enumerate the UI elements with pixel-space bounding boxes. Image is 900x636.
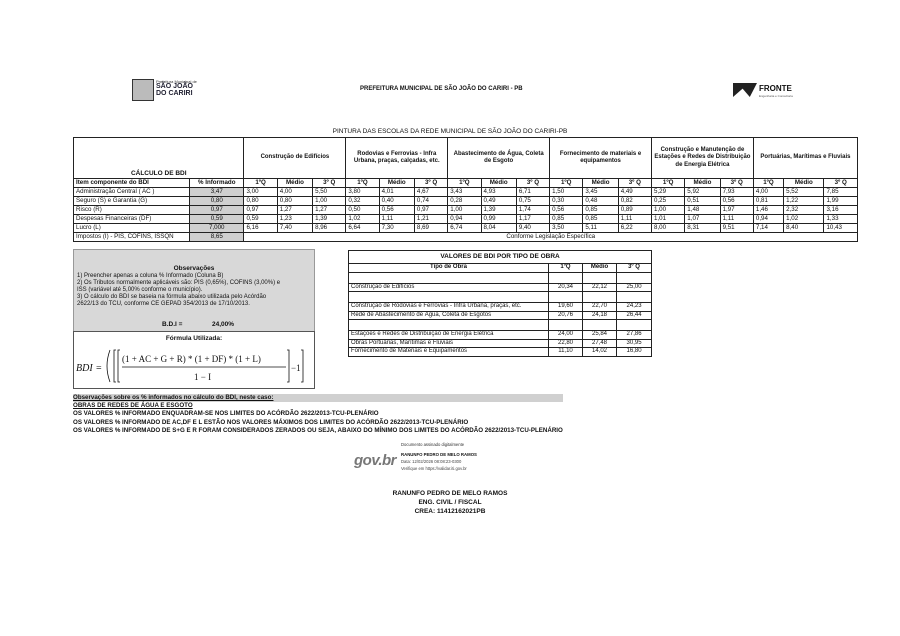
values-type: Estações e Redes de Distribuição de Energia Elétrica xyxy=(349,331,549,340)
bdi-item: Despesas Financeiras (DF) xyxy=(74,215,190,224)
bdi-value-cell: 0,81 xyxy=(753,197,783,206)
tax-item: Impostos (I) - PIS, COFINS, ISSQN xyxy=(74,233,190,242)
col-med: Médio xyxy=(481,179,516,188)
group-header: Construção de Edifícios xyxy=(244,138,346,179)
formula-panel xyxy=(73,331,315,389)
values-type: Fornecimento de Materiais e Equipamentos xyxy=(349,348,549,357)
bdi-value-cell: 10,43 xyxy=(824,224,858,233)
col-q3: 3º Q xyxy=(618,179,651,188)
bdi-table xyxy=(73,137,858,242)
col-med: Médio xyxy=(379,179,414,188)
bdi-value-cell: 8,31 xyxy=(685,224,720,233)
bdi-formula xyxy=(76,346,312,386)
bdi-value-cell: 0,97 xyxy=(414,206,447,215)
group-header: Rodovias e Ferrovias - Infra Urbana, praças, calçadas, etc. xyxy=(346,138,448,179)
values-row xyxy=(349,283,652,292)
bdi-value-cell: 1,07 xyxy=(685,215,720,224)
values-cell: 22,80 xyxy=(549,339,583,348)
values-table-wrap xyxy=(348,250,651,357)
bdi-value-cell: 1,21 xyxy=(414,215,447,224)
bdi-row xyxy=(74,215,858,224)
responsible-role: ENG. CIVIL / FISCAL xyxy=(418,499,482,506)
values-cell: 20,34 xyxy=(549,283,583,292)
svg-text:−1: −1 xyxy=(291,363,301,373)
values-cell: 27,48 xyxy=(583,339,617,348)
observation-line: 2) Os Tributos normalmente aplicáveis são: PIS (0,65%), COFINS (3,00%) e xyxy=(77,280,281,286)
bdi-pct: 3,47 xyxy=(190,188,244,197)
values-row xyxy=(349,339,652,348)
bdi-value-cell: 8,00 xyxy=(652,224,685,233)
bdi-item: Seguro (S) e Garantia (G) xyxy=(74,197,190,206)
bdi-pct: 0,80 xyxy=(190,197,244,206)
observations-title: Observações xyxy=(173,265,215,272)
responsible-crea: CREA: 11412162021PB xyxy=(414,508,486,515)
values-cell: 30,95 xyxy=(617,339,652,348)
bdi-value-cell: 3,00 xyxy=(244,188,277,197)
col-q3: 3º Q xyxy=(516,179,549,188)
observation-line: ISS (variável até 5,00% conforme o município). xyxy=(77,287,203,293)
bdi-value-cell: 6,16 xyxy=(244,224,277,233)
observations-panel xyxy=(73,249,315,335)
bdi-value-cell: 3,16 xyxy=(824,206,858,215)
values-col-q3: 3º Q xyxy=(617,264,652,273)
values-col-med: Médio xyxy=(583,264,617,273)
signature-doc-label: Documento assinado digitalmente xyxy=(401,442,465,447)
company-logo xyxy=(733,83,803,99)
bdi-pct: 0,97 xyxy=(190,206,244,215)
bdi-value-cell: 1,99 xyxy=(824,197,858,206)
bdi-value-cell: 1,50 xyxy=(550,188,583,197)
calc-label: CÁLCULO DE BDI xyxy=(74,138,244,179)
values-cell: 19,60 xyxy=(549,303,583,312)
values-cell: 22,12 xyxy=(583,283,617,292)
note-line: OS VALORES % INFORMADO DE S+G E R FORAM CONSIDERADOS ZERADOS OU SEJA, ABAIXO DO MÍNIMO DOS LIMITES DO ACÓRDÃO 2622/2013-TCU-PLENÁRIO xyxy=(73,426,563,434)
col-pct: % Informado xyxy=(190,179,244,188)
bdi-value-cell: 5,11 xyxy=(583,224,618,233)
bdi-value-cell: 1,17 xyxy=(516,215,549,224)
col-med: Médio xyxy=(583,179,618,188)
govbr-logo: gov.br xyxy=(354,452,397,469)
group-header: Fornecimento de materiais e equipamentos xyxy=(550,138,652,179)
bdi-value-cell: 0,94 xyxy=(753,215,783,224)
values-row xyxy=(349,311,652,320)
bdi-value-cell: 8,69 xyxy=(414,224,447,233)
bdi-value-cell: 1,11 xyxy=(379,215,414,224)
col-q1: 1ºQ xyxy=(244,179,277,188)
bdi-value-cell: 5,92 xyxy=(685,188,720,197)
bdi-value-cell: 5,50 xyxy=(313,188,346,197)
bdi-row xyxy=(74,197,858,206)
bdi-value-cell: 1,33 xyxy=(824,215,858,224)
values-cell: 27,86 xyxy=(617,331,652,340)
bdi-value-cell: 3,45 xyxy=(583,188,618,197)
col-q3: 3º Q xyxy=(414,179,447,188)
bdi-value-cell: 4,67 xyxy=(414,188,447,197)
bdi-value-cell: 0,51 xyxy=(685,197,720,206)
bdi-value-cell: 4,49 xyxy=(618,188,651,197)
signature-date: Data: 12/02/2026 08:08:23-0300 xyxy=(401,459,462,464)
formula-title: Fórmula Utilizada: xyxy=(165,335,223,342)
bdi-value-cell: 7,40 xyxy=(277,224,312,233)
company-sub: Engenharia e Consultoria xyxy=(759,94,793,98)
values-type: Rede de Abastecimento de Água, Coleta de Esgotos xyxy=(349,311,549,320)
observation-line: 2622/13 do TCU, conforme CE GEPAD 354/2013 de 17/10/2013. xyxy=(77,301,250,307)
note-line: OS VALORES % INFORMADO DE AC,DF E L ESTÃO NOS VALORES MÁXIMOS DOS LIMITES DO ACÓRDÃO 2622/2013-TCU-PLENÁRIO xyxy=(73,418,469,426)
bdi-value-cell: 0,89 xyxy=(618,206,651,215)
bdi-value-cell: 8,04 xyxy=(481,224,516,233)
note-line: OS VALORES % INFORMADO ENQUADRAM-SE NOS LIMITES DO ACÓRDÃO 2622/2013-TCU-PLENÁRIO xyxy=(73,410,379,418)
bdi-value-cell: 1,39 xyxy=(481,206,516,215)
bdi-value-cell: 8,40 xyxy=(784,224,824,233)
values-cell: 14,02 xyxy=(583,348,617,357)
bdi-value-cell: 5,52 xyxy=(784,188,824,197)
values-cell: 20,76 xyxy=(549,311,583,320)
bdi-value-cell: 0,49 xyxy=(481,197,516,206)
bdi-value-cell: 1,00 xyxy=(313,197,346,206)
signature-verify-link[interactable]: Verifique em https://validar.iti.gov.br xyxy=(401,466,467,471)
company-name: FRONTE xyxy=(759,84,792,93)
bdi-value-cell: 1,27 xyxy=(277,206,312,215)
svg-text:1 − I: 1 − I xyxy=(194,372,212,382)
logo-left-name: SÃO JOÃO DO CARIRI xyxy=(156,83,193,97)
coat-of-arms-icon xyxy=(132,79,154,101)
col-q1: 1ºQ xyxy=(346,179,379,188)
svg-text:(1 + AC + G + R) * (1 + DF) *: (1 + AC + G + R) * (1 + DF) * (1 + L) xyxy=(122,354,261,364)
bdi-pct: 7,000 xyxy=(190,224,244,233)
values-cell: 24,18 xyxy=(583,311,617,320)
col-med: Médio xyxy=(685,179,720,188)
bdi-row xyxy=(74,224,858,233)
bdi-value-cell: 9,51 xyxy=(720,224,753,233)
bdi-value-cell: 0,99 xyxy=(481,215,516,224)
col-q3: 3º Q xyxy=(824,179,858,188)
bdi-value-cell: 0,59 xyxy=(244,215,277,224)
bdi-value-cell: 0,28 xyxy=(448,197,481,206)
col-q1: 1ºQ xyxy=(448,179,481,188)
bdi-value-cell: 0,94 xyxy=(448,215,481,224)
values-row xyxy=(349,348,652,357)
tax-row xyxy=(74,233,858,242)
bdi-value-cell: 1,02 xyxy=(784,215,824,224)
bdi-value-cell: 0,85 xyxy=(550,215,583,224)
values-cell: 22,70 xyxy=(583,303,617,312)
bdi-value-cell: 7,85 xyxy=(824,188,858,197)
group-header: Abastecimento de Água, Coleta de Esgoto xyxy=(448,138,550,179)
responsible-name: RANUNFO PEDRO DE MELO RAMOS xyxy=(392,490,508,497)
bdi-value-cell: 1,11 xyxy=(720,215,753,224)
bdi-value-cell: 1,27 xyxy=(313,206,346,215)
bdi-item: Risco (R) xyxy=(74,206,190,215)
bdi-value-cell: 9,40 xyxy=(516,224,549,233)
values-cell: 25,00 xyxy=(617,283,652,292)
bdi-value-cell: 0,50 xyxy=(346,206,379,215)
bdi-value-cell: 6,64 xyxy=(346,224,379,233)
bdi-row xyxy=(74,188,858,197)
bdi-value-cell: 4,00 xyxy=(277,188,312,197)
bdi-value-cell: 0,30 xyxy=(550,197,583,206)
bdi-value-cell: 1,23 xyxy=(277,215,312,224)
bdi-value-cell: 0,48 xyxy=(583,197,618,206)
bdi-value-cell: 1,00 xyxy=(652,206,685,215)
bdi-value-cell: 1,02 xyxy=(346,215,379,224)
values-cell: 24,00 xyxy=(549,331,583,340)
tax-note: Conforme Legislação Específica xyxy=(244,233,858,242)
values-col-q1: 1ºQ xyxy=(549,264,583,273)
bdi-item: Administração Central ( AC ) xyxy=(74,188,190,197)
bdi-value-cell: 6,71 xyxy=(516,188,549,197)
values-table xyxy=(348,250,652,357)
notes-section xyxy=(73,394,563,435)
bdi-value-cell: 1,11 xyxy=(618,215,651,224)
company-mark-icon xyxy=(733,83,757,97)
notes-subheading: OBRAS DE REDES DE ÁGUA E ESGOTO xyxy=(73,402,193,410)
values-col-type: Tipo de Obra xyxy=(349,264,549,273)
bdi-value-cell: 0,25 xyxy=(652,197,685,206)
table-title: PINTURA DAS ESCOLAS DA REDE MUNICIPAL DE SÃO JOÃO DO CARIRI-PB xyxy=(332,128,568,135)
bdi-value-cell: 0,85 xyxy=(583,215,618,224)
bdi-value-cell: 0,80 xyxy=(244,197,277,206)
bdi-value-cell: 6,74 xyxy=(448,224,481,233)
bdi-value-cell: 0,32 xyxy=(346,197,379,206)
bdi-label: B.D.I = xyxy=(162,321,183,328)
bdi-value-cell: 0,85 xyxy=(583,206,618,215)
values-cell: 25,84 xyxy=(583,331,617,340)
bdi-value-cell: 0,56 xyxy=(379,206,414,215)
bdi-value-cell: 1,48 xyxy=(685,206,720,215)
tax-pct: 8,65 xyxy=(190,233,244,242)
col-q3: 3º Q xyxy=(313,179,346,188)
values-type: Construção de Rodovias e Ferrovias - Infra Urbana, praças, etc. xyxy=(349,303,549,312)
bdi-value-cell: 1,46 xyxy=(753,206,783,215)
bdi-value-cell: 0,75 xyxy=(516,197,549,206)
svg-text:BDI: BDI xyxy=(76,363,93,374)
bdi-pct: 0,59 xyxy=(190,215,244,224)
bdi-value-cell: 4,01 xyxy=(379,188,414,197)
values-cell: 11,10 xyxy=(549,348,583,357)
bdi-row xyxy=(74,206,858,215)
logo-left-top: Prefeitura Municipal de xyxy=(156,79,197,84)
bdi-value-cell: 7,14 xyxy=(753,224,783,233)
col-item: Item componente do BDI xyxy=(74,179,190,188)
header-title: PREFEITURA MUNICIPAL DE SÃO JOÃO DO CARIRI - PB xyxy=(360,86,523,92)
bdi-value-cell: 6,22 xyxy=(618,224,651,233)
bdi-value-cell: 1,00 xyxy=(448,206,481,215)
values-type: Construção de Edifícios xyxy=(349,283,549,292)
bdi-value-cell: 0,56 xyxy=(550,206,583,215)
col-q1: 1ºQ xyxy=(550,179,583,188)
col-q3: 3º Q xyxy=(720,179,753,188)
bdi-value-cell: 3,50 xyxy=(550,224,583,233)
observations-text xyxy=(77,273,313,308)
bdi-value-cell: 1,74 xyxy=(516,206,549,215)
bdi-value-cell: 0,97 xyxy=(244,206,277,215)
values-row xyxy=(349,303,652,312)
bdi-value-cell: 0,40 xyxy=(379,197,414,206)
observation-line: 3) O cálculo do BDI se baseia na fórmula abaixo utilizada pelo Acórdão xyxy=(77,294,267,300)
values-cell: 24,23 xyxy=(617,303,652,312)
bdi-value-cell: 7,30 xyxy=(379,224,414,233)
values-row xyxy=(349,331,652,340)
bdi-value-cell: 3,43 xyxy=(448,188,481,197)
bdi-value-cell: 4,00 xyxy=(753,188,783,197)
observation-line: 1) Preencher apenas a coluna % Informado (Coluna B) xyxy=(77,273,224,279)
bdi-value-cell: 3,80 xyxy=(346,188,379,197)
bdi-value-cell: 1,22 xyxy=(784,197,824,206)
signature-signer: RANUNFO PEDRO DE MELO RAMOS xyxy=(401,452,477,457)
bdi-value-cell: 0,80 xyxy=(277,197,312,206)
group-header: Portuárias, Marítimas e Fluviais xyxy=(753,138,857,179)
bdi-value-cell: 0,74 xyxy=(414,197,447,206)
col-med: Médio xyxy=(784,179,824,188)
values-type: Obras Portuárias, Marítimas e Fluviais xyxy=(349,339,549,348)
bdi-value-cell: 1,97 xyxy=(720,206,753,215)
notes-heading: Observações sobre os % informados no cálculo do BDI, neste caso: xyxy=(73,394,563,402)
col-q1: 1ºQ xyxy=(652,179,685,188)
col-q1: 1ºQ xyxy=(753,179,783,188)
responsible-block xyxy=(0,489,900,516)
bdi-value-cell: 4,93 xyxy=(481,188,516,197)
values-cell: 26,44 xyxy=(617,311,652,320)
group-header: Construção e Manutenção de Estações e Redes de Distribuição de Energia Elétrica xyxy=(652,138,754,179)
bdi-value-cell: 0,56 xyxy=(720,197,753,206)
bdi-value-cell: 8,96 xyxy=(313,224,346,233)
bdi-value-cell: 1,39 xyxy=(313,215,346,224)
bdi-item: Lucro (L) xyxy=(74,224,190,233)
values-cell: 16,80 xyxy=(617,348,652,357)
svg-text:=: = xyxy=(96,363,102,374)
values-title: VALORES DE BDI POR TIPO DE OBRA xyxy=(349,251,652,264)
bdi-value-cell: 7,93 xyxy=(720,188,753,197)
col-med: Médio xyxy=(277,179,312,188)
bdi-value-cell: 1,01 xyxy=(652,215,685,224)
bdi-value-cell: 5,29 xyxy=(652,188,685,197)
municipality-logo xyxy=(132,79,198,99)
bdi-value-cell: 0,82 xyxy=(618,197,651,206)
bdi-value: 24,00% xyxy=(212,321,235,328)
subheader-row xyxy=(74,179,858,188)
bdi-value-cell: 2,32 xyxy=(784,206,824,215)
